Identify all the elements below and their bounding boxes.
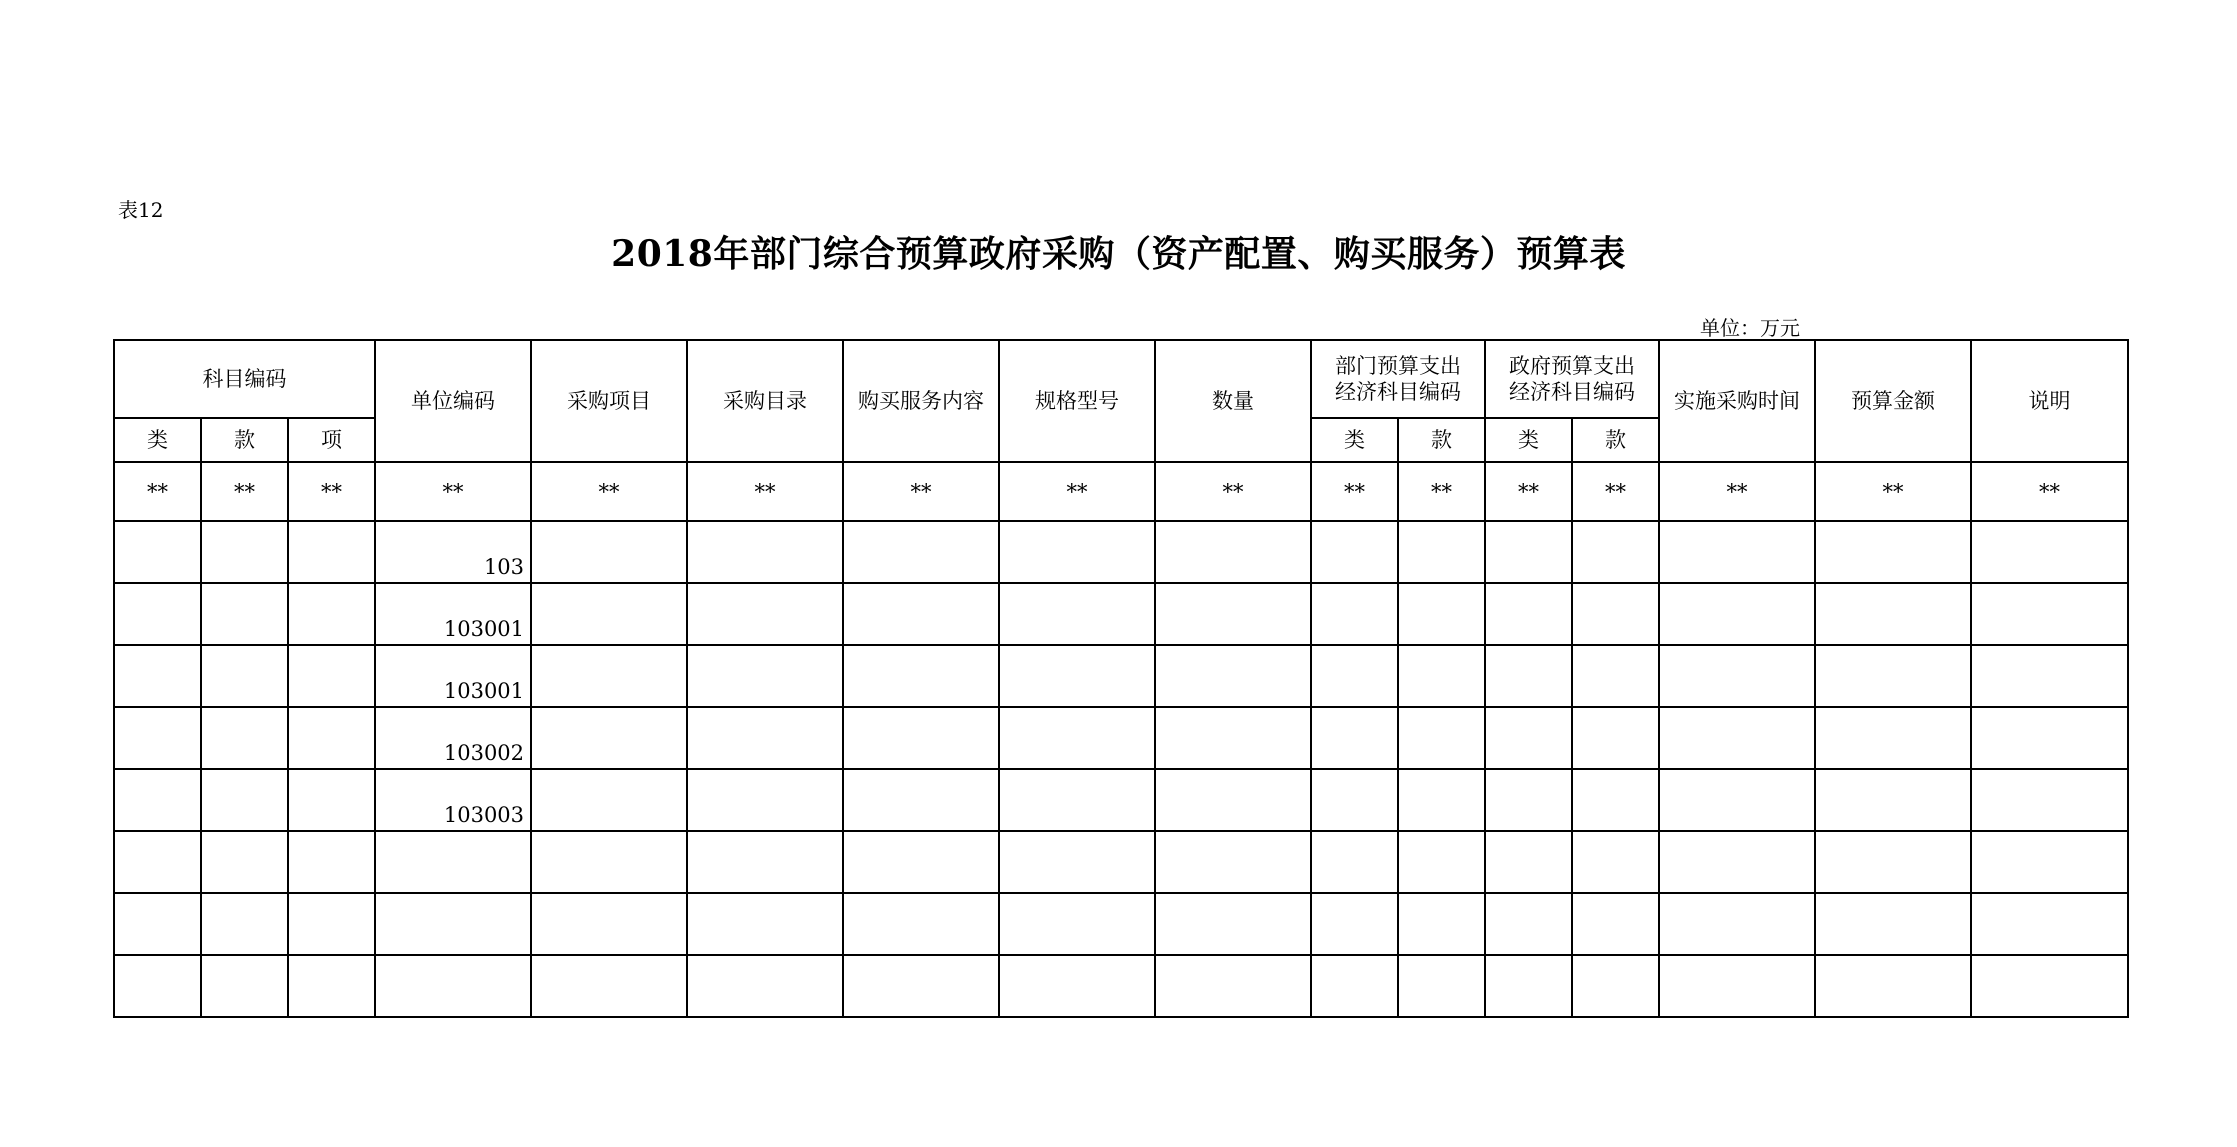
marker-cell: ** [288,462,375,521]
table-cell [531,583,687,645]
table-cell [1659,831,1815,893]
table-cell [1155,893,1311,955]
table-cell [1485,521,1572,583]
table-cell [999,769,1155,831]
table-cell [288,831,375,893]
table-cell [1815,893,1971,955]
table-cell [1311,707,1398,769]
table-cell [1659,583,1815,645]
table-cell [1659,707,1815,769]
table-cell [1572,707,1659,769]
marker-cell: ** [1155,462,1311,521]
table-cell [999,521,1155,583]
table-cell [1659,893,1815,955]
header-gov-econ-line2: 经济科目编码 [1509,380,1636,404]
table-cell [1572,893,1659,955]
table-cell [1398,769,1485,831]
table-cell [843,583,999,645]
table-cell [288,583,375,645]
table-cell [114,955,201,1017]
table-cell [843,831,999,893]
table-cell [843,893,999,955]
table-row [114,645,2128,707]
table-cell [1485,769,1572,831]
marker-cell: ** [999,462,1155,521]
table-cell [1311,831,1398,893]
table-cell [999,707,1155,769]
table-cell [1815,521,1971,583]
table-cell [1971,645,2128,707]
table-cell [1572,955,1659,1017]
table-cell [201,769,288,831]
table-cell [1971,521,2128,583]
table-cell [201,521,288,583]
table-cell [288,707,375,769]
marker-row [114,462,2128,521]
table-cell [843,769,999,831]
table-cell [531,893,687,955]
table-cell [288,521,375,583]
header-service-content: 购买服务内容 [843,340,999,462]
marker-cell: ** [1659,462,1815,521]
header-unit-code: 单位编码 [375,340,531,462]
table-cell [687,521,843,583]
header-remarks: 说明 [1971,340,2128,462]
table-cell [1815,831,1971,893]
table-cell [687,645,843,707]
table-cell [201,583,288,645]
table-cell [1155,521,1311,583]
table-cell [1155,955,1311,1017]
table-cell [1659,955,1815,1017]
table-cell [288,769,375,831]
header-spec-model: 规格型号 [999,340,1155,462]
table-cell [1659,521,1815,583]
marker-cell: ** [201,462,288,521]
table-cell [1398,583,1485,645]
marker-cell: ** [843,462,999,521]
table-cell [1398,893,1485,955]
unit-code-cell: 103001 [375,645,531,707]
header-quantity: 数量 [1155,340,1311,462]
header-subject-code: 科目编码 [114,340,375,418]
table-cell [114,893,201,955]
unit-code-cell: 103002 [375,707,531,769]
header-dept-lei: 类 [1311,418,1398,462]
page-title: 2018年部门综合预算政府采购（资产配置、购买服务）预算表 [611,233,1626,275]
table-row [114,831,2128,893]
table-cell [201,831,288,893]
header-xiang: 项 [288,418,375,462]
marker-cell: ** [687,462,843,521]
table-cell [288,955,375,1017]
table-cell [999,583,1155,645]
table-cell [1815,955,1971,1017]
table-cell [531,645,687,707]
table-cell [531,521,687,583]
table-row [114,769,2128,831]
table-cell [531,707,687,769]
table-cell [1485,831,1572,893]
table-cell [114,645,201,707]
unit-code-cell [375,831,531,893]
marker-cell: ** [1398,462,1485,521]
table-cell [288,645,375,707]
table-cell [843,707,999,769]
marker-cell: ** [1815,462,1971,521]
table-cell [1572,583,1659,645]
marker-cell: ** [1311,462,1398,521]
table-cell [1485,583,1572,645]
table-row [114,955,2128,1017]
table-number: 表12 [118,198,164,222]
header-budget-amount: 预算金额 [1815,340,1971,462]
table-cell [1815,707,1971,769]
header-dept-econ-code [1311,340,1485,418]
marker-cell: ** [114,462,201,521]
table-cell [114,583,201,645]
table-cell [1311,893,1398,955]
table-cell [1311,955,1398,1017]
table-cell [999,955,1155,1017]
table-cell [114,707,201,769]
table-cell [201,893,288,955]
table-cell [687,707,843,769]
table-row [114,583,2128,645]
table-cell [1815,769,1971,831]
header-gov-lei: 类 [1485,418,1572,462]
header-impl-time: 实施采购时间 [1659,340,1815,462]
table-cell [1659,645,1815,707]
table-cell [1572,769,1659,831]
table-cell [531,955,687,1017]
table-cell [1155,769,1311,831]
unit-label: 单位：万元 [1700,316,1800,340]
table-cell [1971,831,2128,893]
budget-table [113,339,2129,1018]
table-cell [1398,831,1485,893]
unit-code-cell [375,893,531,955]
table-cell [114,831,201,893]
unit-code-cell: 103 [375,521,531,583]
header-gov-econ-line1: 政府预算支出 [1509,354,1636,378]
header-gov-kuan: 款 [1572,418,1659,462]
table-cell [201,707,288,769]
table-cell [1485,955,1572,1017]
table-cell [1311,583,1398,645]
table-cell [687,583,843,645]
table-cell [531,769,687,831]
marker-cell: ** [375,462,531,521]
table-row [114,521,2128,583]
table-cell [1971,893,2128,955]
table-cell [1398,707,1485,769]
header-purchase-item: 采购项目 [531,340,687,462]
table-cell [1971,707,2128,769]
table-cell [1311,521,1398,583]
table-cell [201,645,288,707]
marker-cell: ** [1572,462,1659,521]
table-cell [114,769,201,831]
table-cell [1155,583,1311,645]
table-cell [1971,955,2128,1017]
table-cell [843,521,999,583]
unit-code-cell: 103003 [375,769,531,831]
table-cell [1155,707,1311,769]
table-cell [1398,645,1485,707]
table-cell [1971,769,2128,831]
table-cell [687,955,843,1017]
header-dept-kuan: 款 [1398,418,1485,462]
table-cell [999,893,1155,955]
table-cell [1155,831,1311,893]
table-cell [1311,645,1398,707]
table-cell [687,769,843,831]
table-cell [1971,583,2128,645]
table-cell [687,893,843,955]
table-cell [1815,583,1971,645]
table-cell [288,893,375,955]
header-dept-econ-line1: 部门预算支出 [1335,354,1462,378]
table-cell [1815,645,1971,707]
table-cell [1398,521,1485,583]
table-cell [1572,645,1659,707]
table-cell [1572,831,1659,893]
table-cell [843,955,999,1017]
table-cell [1572,521,1659,583]
table-cell [1311,769,1398,831]
table-cell [114,521,201,583]
header-lei: 类 [114,418,201,462]
table-cell [999,831,1155,893]
unit-code-cell: 103001 [375,583,531,645]
table-cell [1398,955,1485,1017]
marker-cell: ** [531,462,687,521]
marker-cell: ** [1971,462,2128,521]
header-gov-econ-code [1485,340,1659,418]
table-cell [843,645,999,707]
table-cell [687,831,843,893]
table-cell [1485,707,1572,769]
table-cell [531,831,687,893]
table-row [114,707,2128,769]
header-kuan: 款 [201,418,288,462]
header-dept-econ-line2: 经济科目编码 [1335,380,1462,404]
header-purchase-catalog: 采购目录 [687,340,843,462]
unit-code-cell [375,955,531,1017]
table-cell [201,955,288,1017]
marker-cell: ** [1485,462,1572,521]
table-cell [1485,893,1572,955]
table-cell [1485,645,1572,707]
table-cell [1155,645,1311,707]
table-cell [1659,769,1815,831]
table-row [114,893,2128,955]
table-cell [999,645,1155,707]
